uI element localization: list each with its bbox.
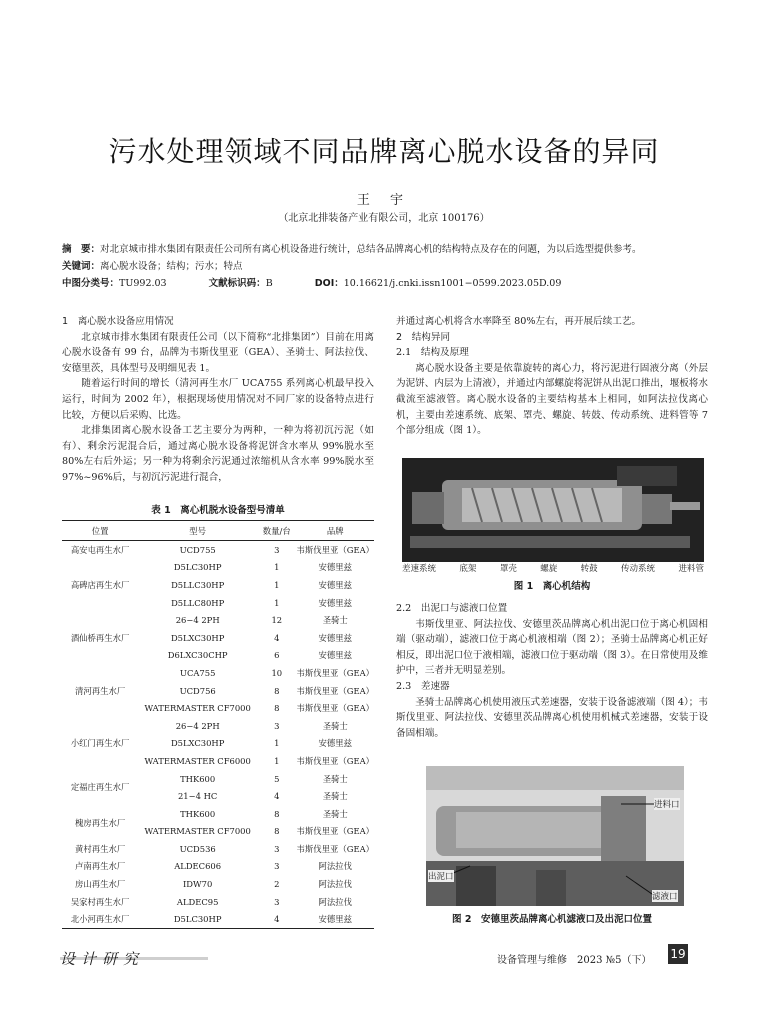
- paragraph: 圣骑士品牌离心机使用液压式差速器，安装于设备滤液端（图 4）；韦斯伐里亚、阿法拉伐、安德里茨品牌离心机使用机械式差速器，安装于设备固相端。: [396, 696, 708, 739]
- label-filtrate-outlet: 滤液口: [652, 892, 678, 902]
- footer-journal: 设备管理与维修 2023 №5（下）: [497, 955, 652, 966]
- cell-brand: 圣骑士: [322, 808, 348, 819]
- class-number: TU992.03: [119, 278, 167, 289]
- cell-brand: 安德里兹: [318, 650, 352, 661]
- cell-quantity: 1: [274, 738, 280, 749]
- cell-location: 槐房再生水厂: [75, 817, 126, 828]
- cell-quantity: 1: [274, 579, 280, 590]
- cell-brand: 安德里兹: [318, 562, 352, 573]
- cell-location: 黄村再生水厂: [75, 843, 126, 854]
- cell-location: 酒仙桥再生水厂: [70, 632, 130, 643]
- classification-line: [62, 276, 712, 291]
- cell-model: D5LXC30HP: [170, 738, 225, 749]
- label-drive: 传动系统: [621, 564, 656, 574]
- cell-brand: 安德里兹: [318, 738, 352, 749]
- paragraph: 北京城市排水集团有限责任公司（以下简称“北排集团”）目前在用离心脱水设备有 99 台，品牌为韦斯伐里亚（GEA）、圣骑士、阿法拉伐、安德里茨，具体型号及明细见表 1。: [62, 331, 374, 374]
- header-brand: 品牌: [297, 521, 374, 541]
- paragraph: 韦斯伐里亚、阿法拉伐、安德里茨品牌离心机出泥口位于离心机固相端（驱动端），滤液口位于离心机液相端（图 2）；圣骑士品牌离心机正好相反，即出泥口位于液相端，滤液口位于驱动端（图 3）。在日常使用及维护中，三者并无明显差别。: [396, 618, 708, 677]
- table-row: [62, 910, 374, 928]
- cell-quantity: 8: [274, 703, 280, 714]
- right-column-top: [396, 314, 708, 439]
- cell-model: D5LC30HP: [138, 910, 257, 928]
- cell-brand: 韦斯伐里亚（GEA）: [296, 544, 374, 555]
- left-column: [62, 314, 374, 486]
- section-2-3-heading: 2.3 差速器: [396, 680, 450, 692]
- cell-model: WATERMASTER CF7000: [144, 703, 251, 714]
- cell-model: 26−4 2PH: [175, 720, 220, 731]
- cell-model: IDW70: [183, 879, 213, 890]
- cell-model: WATERMASTER CF7000: [144, 826, 251, 837]
- cell-model: D5LXC30HP: [170, 632, 225, 643]
- cell-model: 26−4 2PH: [175, 615, 220, 626]
- cell-location: 高碑店再生水厂: [70, 579, 130, 590]
- cell-quantity: 8: [274, 685, 280, 696]
- equipment-table: [62, 520, 374, 929]
- author-name: 王 宇: [356, 193, 412, 208]
- cell-location: 吴家村再生水厂: [70, 896, 130, 907]
- cell-model: D5LLC80HP: [171, 597, 225, 608]
- table-row: [62, 858, 374, 876]
- cell-brand: 圣骑士: [322, 773, 348, 784]
- cell-model: ALDEC606: [174, 861, 222, 872]
- table-row: [62, 770, 374, 788]
- cell-model: THK600: [180, 773, 216, 784]
- paragraph: 随着运行时间的增长（清河再生水厂 UCA755 系列离心机最早投入运行，时间为 2002 年），根据现场使用情况对不同厂家的设备特点进行比较，方便以后采购、比选。: [62, 378, 374, 421]
- cell-quantity: 2: [274, 879, 280, 890]
- figure-2-image: [426, 766, 684, 906]
- cell-quantity: 1: [274, 597, 280, 608]
- article-title: 污水处理领域不同品牌离心脱水设备的异同: [108, 135, 660, 168]
- cell-quantity: 3: [274, 544, 280, 555]
- table-row: [62, 717, 374, 735]
- section-1-heading: 1 离心脱水设备应用情况: [62, 316, 174, 327]
- table-row: [62, 840, 374, 858]
- figure-1-labels: [402, 562, 704, 576]
- label-casing: 罩壳: [499, 564, 517, 574]
- table-row: [62, 664, 374, 682]
- paragraph-continued: 并通过离心机将含水率降至 80%左右，再开展后续工艺。: [396, 316, 642, 327]
- abstract-label: 摘 要：: [62, 244, 101, 255]
- cell-brand: 安德里兹: [318, 579, 352, 590]
- table-row: [62, 559, 374, 577]
- cell-brand: 圣骑士: [322, 791, 348, 802]
- cell-model: D5LLC30HP: [171, 579, 225, 590]
- abstract-text: 对北京城市排水集团有限责任公司所有离心机设备进行统计，总结各品牌离心机的结构特点及存在的问题，为以后选型提供参考。: [100, 244, 642, 255]
- cell-quantity: 12: [271, 615, 283, 626]
- label-differential: 差速系统: [402, 564, 437, 574]
- section-2-2-heading: 2.2 出泥口与滤液口位置: [396, 603, 508, 614]
- cell-quantity: 4: [274, 791, 280, 802]
- cell-quantity: 1: [274, 755, 280, 766]
- doi-value: 10.16621/j.cnki.issn1001−0599.2023.05D.09: [343, 278, 562, 289]
- cell-brand: 阿法拉伐: [318, 879, 352, 890]
- cell-model: ALDEC95: [176, 896, 219, 907]
- cell-quantity: 4: [257, 910, 296, 928]
- cell-location: 清河再生水厂: [75, 685, 126, 696]
- cell-brand: 阿法拉伐: [318, 896, 352, 907]
- author-affiliation: （北京北排装备产业有限公司，北京 100176）: [278, 213, 490, 224]
- paragraph: 离心脱水设备主要是依靠旋转的离心力，将污泥进行固液分离（外层为泥饼、内层为上清液），并通过内部螺旋将泥饼从出泥口推出，堰板将水截流至滤液管。离心脱水设备的主要结构基本上相同，如阿法拉伐离心机，主要由差速系统、底架、罩壳、螺旋、转鼓、传动系统、进料管等 7 个部分组成（图 1）。: [396, 362, 708, 437]
- keywords-label: 关键词：: [62, 261, 101, 272]
- cell-location: 小红门再生水厂: [70, 738, 130, 749]
- keywords: [62, 259, 712, 274]
- footer-section: 设计研究: [60, 950, 145, 968]
- table-1-caption: 表 1 离心机脱水设备型号清单: [151, 505, 285, 516]
- page-number: 19: [668, 944, 688, 964]
- keywords-text: 离心脱水设备；结构；污水；特点: [100, 261, 243, 272]
- cell-model: D5LC30HP: [173, 562, 222, 573]
- cell-brand: 韦斯伐里亚（GEA）: [296, 755, 374, 766]
- cell-model: 21−4 HC: [177, 791, 218, 802]
- cell-location: 高安屯再生水厂: [70, 544, 130, 555]
- cell-brand: 圣骑士: [322, 615, 348, 626]
- abstract: [62, 242, 712, 257]
- cell-quantity: 8: [274, 808, 280, 819]
- cell-quantity: 3: [274, 843, 280, 854]
- figure-1-caption: 图 1 离心机结构: [513, 581, 591, 592]
- label-bowl: 转鼓: [580, 564, 598, 574]
- cell-model: UCD756: [179, 685, 216, 696]
- centrifuge-photo: [426, 766, 684, 906]
- cell-location: 房山再生水厂: [75, 879, 126, 890]
- cell-model: UCA755: [179, 667, 216, 678]
- cell-brand: 安德里兹: [318, 632, 352, 643]
- cell-quantity: 3: [274, 720, 280, 731]
- cell-brand: 安德里兹: [297, 910, 374, 928]
- cell-brand: 圣骑士: [322, 720, 348, 731]
- cell-quantity: 1: [274, 562, 280, 573]
- section-2-heading: 2 结构异同: [396, 331, 451, 343]
- cell-model: THK600: [180, 808, 216, 819]
- doi-label: DOI：: [314, 278, 344, 289]
- label-screw: 螺旋: [540, 564, 558, 574]
- cell-model: D6LXC30CHP: [167, 650, 228, 661]
- cell-brand: 韦斯伐里亚（GEA）: [296, 667, 374, 678]
- doc-code: B: [265, 278, 273, 289]
- table-row: [62, 541, 374, 559]
- cell-quantity: 5: [274, 773, 280, 784]
- right-column-bottom: [396, 601, 708, 741]
- cell-model: WATERMASTER CF6000: [144, 755, 251, 766]
- header-location: 位置: [62, 521, 138, 541]
- doc-code-label: 文献标识码：: [208, 278, 266, 289]
- cell-model: UCD536: [179, 843, 216, 854]
- cell-brand: 韦斯伐里亚（GEA）: [296, 843, 374, 854]
- centrifuge-illustration: [402, 458, 704, 562]
- cell-quantity: 4: [274, 632, 280, 643]
- cell-brand: 韦斯伐里亚（GEA）: [296, 685, 374, 696]
- cell-location: 定福庄再生水厂: [70, 782, 130, 793]
- cell-quantity: 8: [274, 826, 280, 837]
- cell-quantity: 3: [274, 896, 280, 907]
- table-body: [62, 541, 374, 929]
- cell-brand: 韦斯伐里亚（GEA）: [296, 826, 374, 837]
- cell-brand: 安德里兹: [318, 597, 352, 608]
- label-base-frame: 底架: [459, 564, 477, 574]
- label-feed-inlet: 进料口: [654, 800, 680, 810]
- cell-brand: 阿法拉伐: [318, 861, 352, 872]
- header-model: 型号: [138, 521, 257, 541]
- table-header-row: [62, 521, 374, 541]
- label-sludge-outlet: 出泥口: [428, 872, 454, 882]
- table-row: [62, 611, 374, 629]
- table-row: [62, 805, 374, 823]
- cell-location: 卢南再生水厂: [75, 861, 126, 872]
- figure-1-image: [402, 458, 704, 562]
- cell-brand: 韦斯伐里亚（GEA）: [296, 703, 374, 714]
- class-label: 中图分类号：: [62, 278, 120, 289]
- section-2-1-heading: 2.1 结构及原理: [396, 347, 469, 359]
- table-row: [62, 875, 374, 893]
- cell-model: UCD755: [179, 544, 216, 555]
- cell-location: 北小河再生水厂: [62, 910, 138, 928]
- table-row: [62, 893, 374, 911]
- cell-quantity: 3: [274, 861, 280, 872]
- cell-quantity: 6: [274, 650, 280, 661]
- paragraph: 北排集团离心脱水设备工艺主要分为两种，一种为将初沉污泥（如有）、剩余污泥混合后，通过离心脱水设备将泥饼含水率从 99%脱水至 80%左右后外运；另一种为将剩余污泥通过浓缩机从含水率 99%脱水至 97%~96%后，与初沉污泥进行混合，: [62, 425, 374, 483]
- cell-quantity: 10: [271, 667, 283, 678]
- label-feed-pipe: 进料管: [678, 564, 704, 574]
- header-quantity: 数量/台: [257, 521, 296, 541]
- figure-2-caption: 图 2 安德里茨品牌离心机滤液口及出泥口位置: [452, 914, 652, 925]
